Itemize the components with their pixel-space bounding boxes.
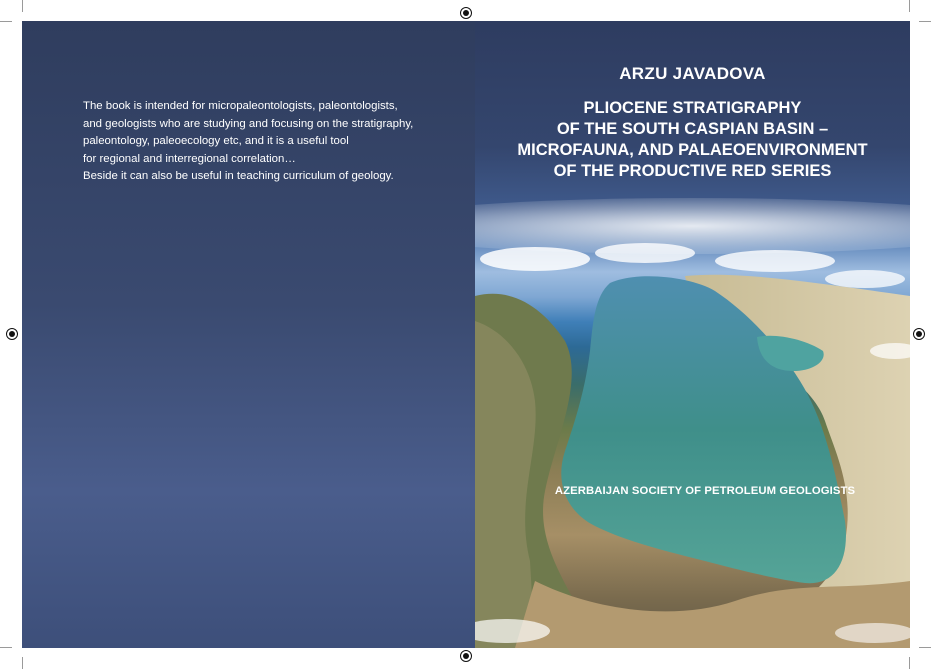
publisher-name: AZERBAIJAN SOCIETY OF PETROLEUM GEOLOGISTS xyxy=(554,485,856,497)
crop-mark xyxy=(22,657,23,669)
crop-mark xyxy=(919,647,931,648)
crop-mark xyxy=(0,21,12,22)
back-cover-blurb xyxy=(83,98,453,186)
crop-mark xyxy=(22,0,23,12)
book-cover-spread xyxy=(22,21,910,648)
title-line: MICROFAUNA, AND PALAEOENVIRONMENT xyxy=(517,141,868,159)
blurb-line: paleontology, paleoecology etc, and it is a useful tool xyxy=(83,135,349,148)
registration-mark xyxy=(460,650,472,662)
front-cover xyxy=(475,21,910,648)
author-name: ARZU JAVADOVA xyxy=(619,64,766,83)
registration-mark xyxy=(6,328,18,340)
registration-mark xyxy=(460,7,472,19)
book-title xyxy=(475,98,910,182)
crop-mark xyxy=(909,657,910,669)
crop-mark xyxy=(909,0,910,12)
blurb-line: for regional and interregional correlation… xyxy=(83,152,296,165)
title-line: OF THE SOUTH CASPIAN BASIN – xyxy=(556,120,829,138)
blurb-line: and geologists who are studying and focusing on the stratigraphy, xyxy=(83,117,414,130)
title-line: OF THE PRODUCTIVE RED SERIES xyxy=(553,162,832,180)
back-cover xyxy=(22,21,475,648)
registration-mark xyxy=(913,328,925,340)
title-line: PLIOCENE STRATIGRAPHY xyxy=(583,99,802,117)
blurb-line: Beside it can also be useful in teaching curriculum of geology. xyxy=(83,170,394,183)
crop-mark xyxy=(0,647,12,648)
blurb-line: The book is intended for micropaleontologists, paleontologists, xyxy=(83,100,398,112)
crop-mark xyxy=(919,21,931,22)
